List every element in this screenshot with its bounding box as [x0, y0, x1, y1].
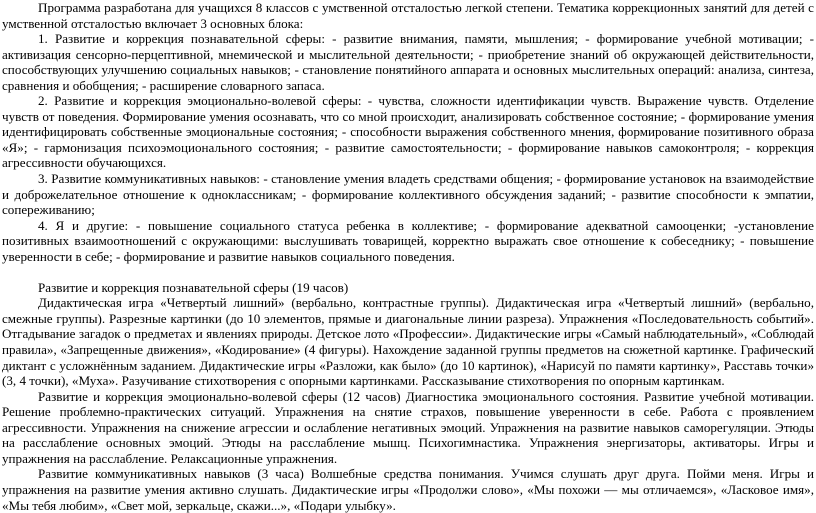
block-4-me-and-others: 4. Я и другие: - повышение социального статуса ребенка в коллективе; - формирование адекватной самооценки; -установление позитивных взаимоотношений с окружающими: выслушивать товарищей, корректно выражать свое отношение к собеседнику; - повышение уверенности в себе; - формирование и развитие навыков социального поведения.: [2, 217, 814, 264]
blank-line: [2, 264, 814, 280]
section-heading-cognitive: Развитие и коррекция познавательной сферы (19 часов): [38, 279, 349, 295]
block-1-cognitive-sphere: 1. Развитие и коррекция познавательной сферы: - развитие внимания, памяти, мышления; - формирование учебной мотивации; - активизация сенсорно-перцептивной, мнемической и мыслительной деятельности; - приобретение знаний об окружающей действительности, способствующих улучшению социальных навыков; - становление понятийного аппарата и основных мыслительных операций: анализа, синтеза, сравнения и обобщения; - расширение словарного запаса.: [2, 31, 814, 93]
emotional-activities-paragraph: Развитие и коррекция эмоционально-волевой сферы (12 часов) Диагностика эмоционального состояния. Развитие учебной мотивации. Решение проблемно-практических ситуаций. Упражнения на снятие страхов, повышение уверенности в себе. Работа с проявлением агрессивности. Упражнения на снижение агрессии и ослабление негативных эмоций. Упражнения на развитие навыков саморегуляции. Этюды на расслабление основных эмоций. Этюды на расслабление мышц. Психогимнастика. Упражнения энергизаторы, активаторы. Игры и упражнения на расслабление. Релаксационные упражнения.: [2, 388, 814, 466]
block-2-emotional-sphere: 2. Развитие и коррекция эмоционально-волевой сферы: - чувства, сложности идентификации чувств. Выражение чувств. Отделение чувств от поведения. Формирование умения осознавать, что со мной происходит, анализировать собственное состояние; - формирование умения идентифицировать собственные эмоциональные состояния; - способности выражения собственного мнения, формирование позитивного образа «Я»; - гармонизация психоэмоционального состояния; - развитие самостоятельности; - формирование навыков самоконтроля; - коррекция агрессивности обучающихся.: [2, 93, 814, 171]
document-body: [2, 0, 814, 513]
intro-paragraph: Программа разработана для учащихся 8 классов с умственной отсталостью легкой степени. Тематика коррекционных занятий для детей с умственной отсталостью включает 3 основных блока:: [2, 0, 814, 31]
communication-activities-paragraph: Развитие коммуникативных навыков (3 часа) Волшебные средства понимания. Учимся слушать друг друга. Пойми меня. Игры и упражнения на развитие умения активно слушать. Дидактические игры «Продолжи слово», «Мы похожи — мы отличаемся», «Ласковое имя», «Мы тебя любим», «Свет мой, зеркальце, скажи...», «Подари улыбку».: [2, 466, 814, 513]
block-3-communication-skills: 3. Развитие коммуникативных навыков: - становление умения владеть средствами общения; - формирование установок на взаимодействие и доброжелательное отношение к одноклассникам; - формирование коллективного обсуждения заданий; - развитие способности к эмпатии, сопереживанию;: [2, 171, 814, 218]
cognitive-activities-paragraph: Дидактическая игра «Четвертый лишний» (вербально, контрастные группы). Дидактическая игра «Четвертый лишний» (вербально, смежные группы). Разрезные картинки (до 10 элементов, прямые и диагональные линии разреза). Упражнения «Последовательность событий». Отгадывание загадок о предметах и явлениях природы. Детское лото «Профессии». Дидактические игры «Самый наблюдательный», «Соблюдай правила», «Запрещенные движения», «Кодирование» (4 фигуры). Нахождение заданной группы предметов на сюжетной картинке. Графический диктант с усложнённым заданием. Дидактические игры «Разложи, как было» (до 10 картинок), «Нарисуй по памяти картинку», Расставь точки» (3, 4 точки), «Муха». Разучивание стихотворения с опорными картинками. Рассказывание стихотворения по опорным картинкам.: [2, 295, 814, 389]
